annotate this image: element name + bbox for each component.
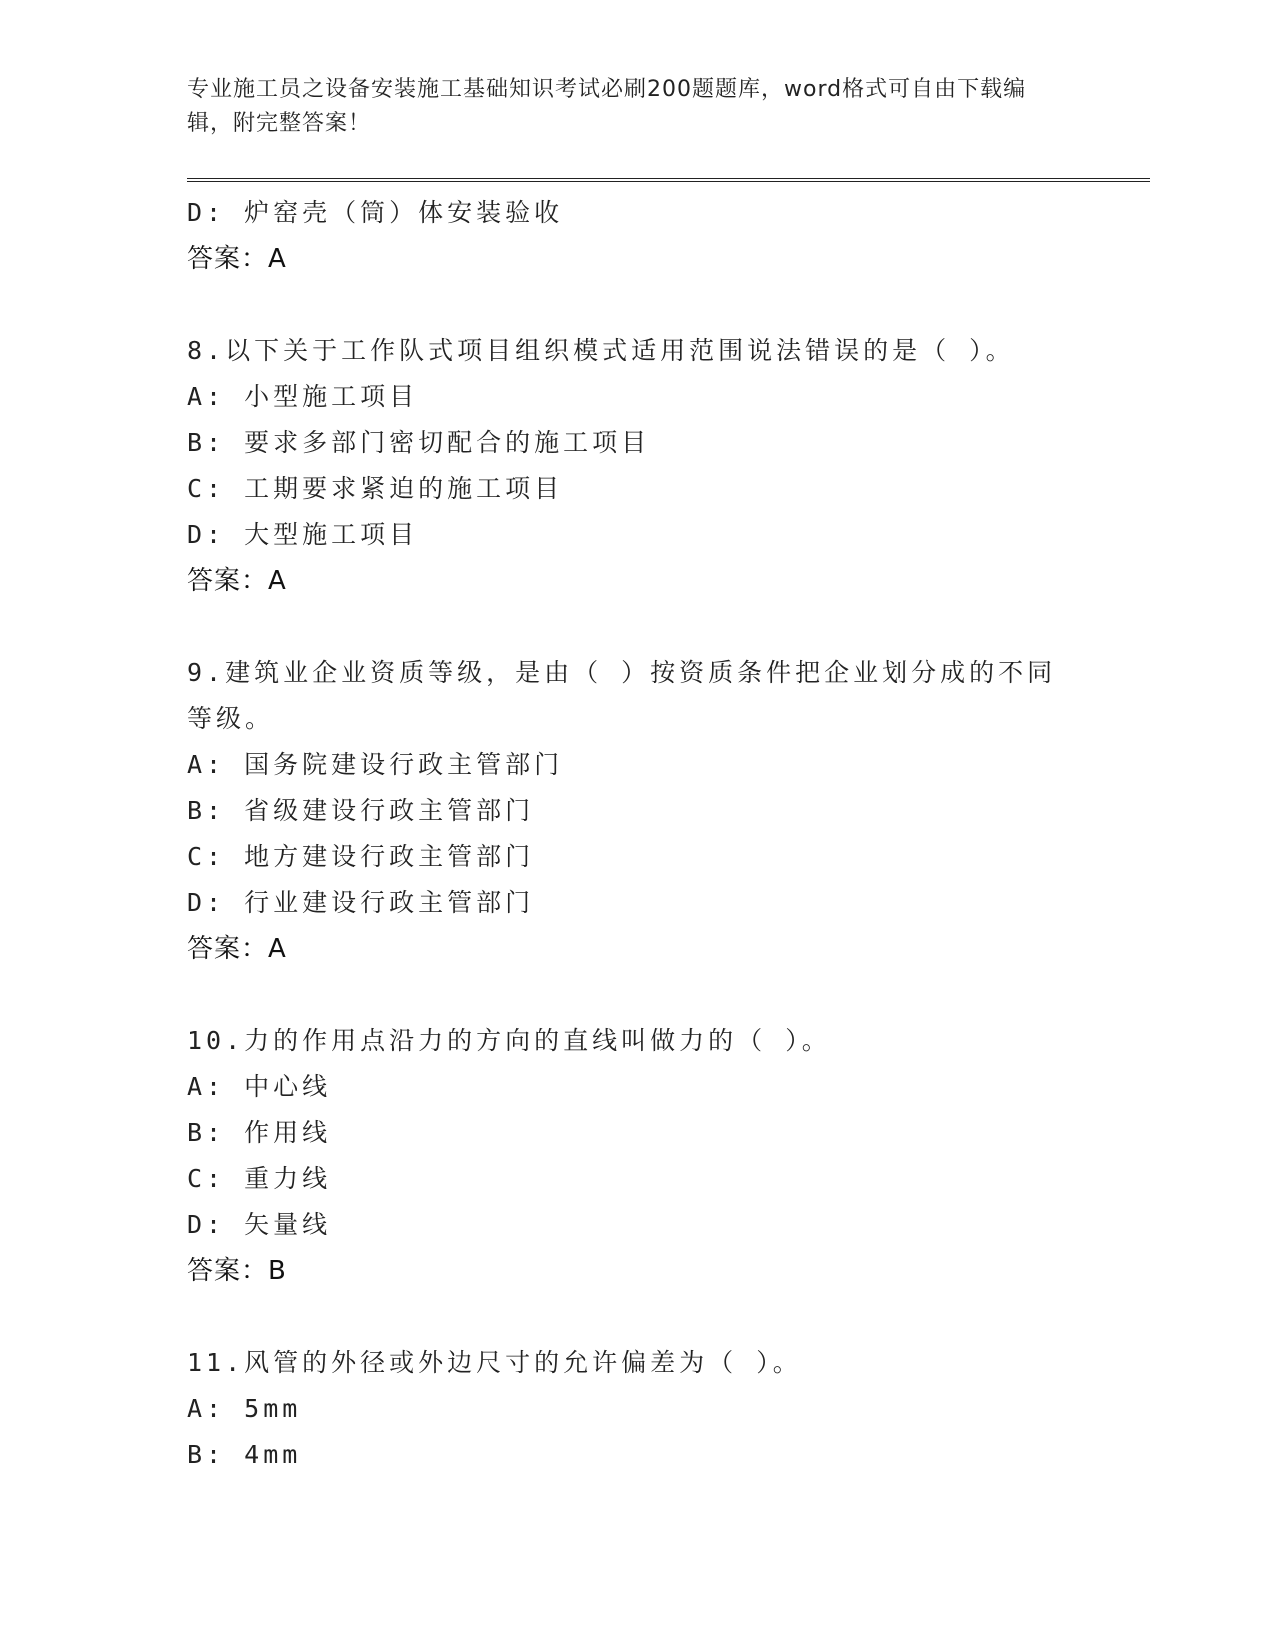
- answer: 答案：B: [187, 1256, 287, 1286]
- option-d: D: 大型施工项目: [187, 520, 419, 549]
- option-d: D: 行业建设行政主管部门: [187, 888, 535, 917]
- header-divider: [187, 178, 1150, 182]
- option-c: C: 工期要求紧迫的施工项目: [187, 474, 564, 503]
- option-a: A: 5mm: [187, 1394, 302, 1423]
- spacer: [187, 604, 1087, 650]
- option-d: D: 炉窑壳（筒）体安装验收: [187, 198, 564, 227]
- question-11: [187, 1340, 1087, 1478]
- option-b: B: 省级建设行政主管部门: [187, 796, 535, 825]
- partial-question: [187, 190, 1087, 282]
- spacer: [187, 1294, 1087, 1340]
- spacer: [187, 282, 1087, 328]
- question-10: [187, 1018, 1087, 1294]
- option-c: C: 地方建设行政主管部门: [187, 842, 535, 871]
- option-d: D: 矢量线: [187, 1210, 332, 1239]
- spacer: [187, 972, 1087, 1018]
- option-a: A: 国务院建设行政主管部门: [187, 750, 564, 779]
- question-9: [187, 650, 1087, 972]
- question-title: 9.建筑业企业资质等级，是由（ ）按资质条件把企业划分成的不同等级。: [187, 658, 1057, 733]
- question-title: 8.以下关于工作队式项目组织模式适用范围说法错误的是（ ）。: [187, 336, 1015, 365]
- option-a: A: 小型施工项目: [187, 382, 419, 411]
- question-8: [187, 328, 1087, 604]
- question-title: 10.力的作用点沿力的方向的直线叫做力的（ ）。: [187, 1026, 831, 1055]
- option-b: B: 要求多部门密切配合的施工项目: [187, 428, 651, 457]
- answer: 答案：A: [187, 566, 287, 596]
- option-b: B: 作用线: [187, 1118, 332, 1147]
- document-header: 专业施工员之设备安装施工基础知识考试必刷200题题库，word格式可自由下载编辑，附完整答案！: [187, 77, 1027, 136]
- question-title: 11.风管的外径或外边尺寸的允许偏差为（ ）。: [187, 1348, 802, 1377]
- option-a: A: 中心线: [187, 1072, 332, 1101]
- option-c: C: 重力线: [187, 1164, 332, 1193]
- answer: 答案：A: [187, 244, 287, 274]
- document-body: [187, 190, 1087, 1478]
- option-b: B: 4mm: [187, 1440, 302, 1469]
- answer: 答案：A: [187, 934, 287, 964]
